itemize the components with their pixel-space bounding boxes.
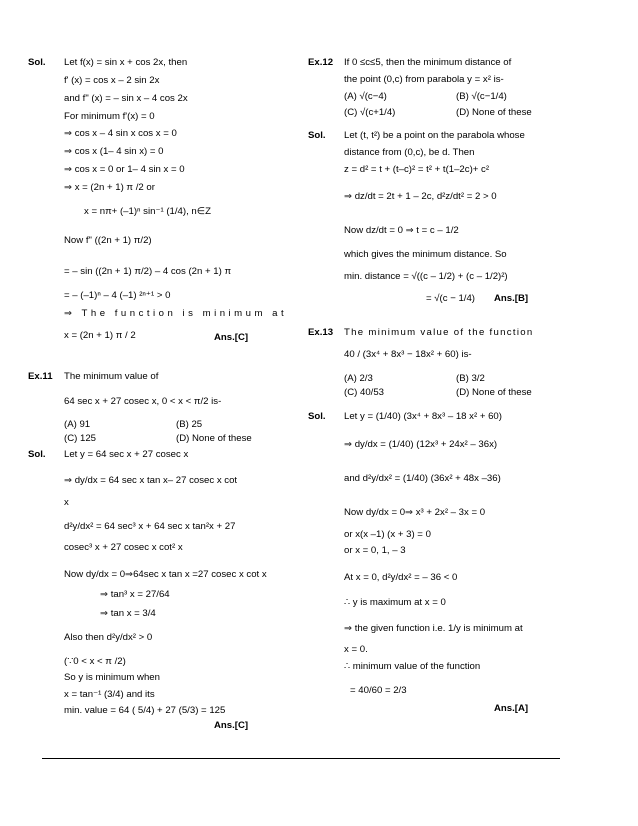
text-line: ⇒ dz/dt = 2t + 1 – 2c, d²z/dt² = 2 > 0	[344, 191, 497, 202]
question-text: 64 sec x + 27 cosec x, 0 < x < π/2 is-	[64, 396, 222, 407]
option-b: (B) √(c−1/4)	[456, 91, 507, 102]
sol-tag: Sol.	[28, 449, 46, 460]
text-line: f' (x) = cos x – 2 sin 2x	[64, 75, 160, 86]
text-line: x = nπ+ (–1)ⁿ sin⁻¹ (1/4), n∈Z	[84, 206, 211, 217]
text-line: = – sin ((2n + 1) π/2) – 4 cos (2n + 1) π	[64, 266, 232, 277]
text-line: ⇒ cos x (1– 4 sin x) = 0	[64, 146, 164, 157]
text-line: distance from (0,c), be d. Then	[344, 147, 475, 158]
option-d: (D) None of these	[456, 387, 532, 398]
text-line: which gives the minimum distance. So	[344, 249, 507, 260]
option-a: (A) √(c−4)	[344, 91, 387, 102]
example-tag: Ex.12	[308, 57, 334, 68]
question-text: the point (0,c) from parabola y = x² is-	[344, 74, 504, 85]
text-line: = – (–1)ⁿ – 4 (–1) ²ⁿ⁺¹ > 0	[64, 290, 171, 301]
example-tag: Ex.11	[28, 371, 53, 382]
example-tag: Ex.13	[308, 327, 334, 338]
text-line: x = (2n + 1) π / 2	[64, 330, 136, 341]
option-a: (A) 2/3	[344, 373, 373, 384]
sol-tag: Sol.	[28, 57, 46, 68]
option-d: (D) None of these	[456, 107, 532, 118]
text-line: min. value = 64 ( 5/4) + 27 (5/3) = 125	[64, 705, 226, 716]
text-line: ⇒ cos x = 0 or 1– 4 sin x = 0	[64, 164, 185, 175]
text-line: Now dy/dx = 0⇒ x³ + 2x² – 3x = 0	[344, 507, 486, 518]
option-a: (A) 91	[64, 419, 91, 430]
option-c: (C) √(c+1/4)	[344, 107, 396, 118]
text-line: Now f" ((2n + 1) π/2)	[64, 235, 152, 246]
text-line: Let f(x) = sin x + cos 2x, then	[64, 57, 188, 68]
text-line: Also then d²y/dx² > 0	[64, 632, 153, 643]
answer-label: Ans.[A]	[494, 703, 529, 714]
option-b: (B) 25	[176, 419, 203, 430]
text-line: For minimum f'(x) = 0	[64, 111, 155, 122]
text-line: ⇒ dy/dx = 64 sec x tan x– 27 cosec x cot	[64, 475, 238, 486]
text-line: ∴ y is maximum at x = 0	[344, 597, 446, 608]
text-line: ⇒ x = (2n + 1) π /2 or	[64, 182, 155, 193]
text-line: x = tan⁻¹ (3/4) and its	[64, 689, 155, 700]
text-line: Let (t, t²) be a point on the parabola whose	[344, 130, 525, 141]
text-line: = 40/60 = 2/3	[350, 685, 407, 696]
text-line: or x(x –1) (x + 3) = 0	[344, 529, 431, 540]
text-line: Now dz/dt = 0 ⇒ t = c – 1/2	[344, 225, 459, 236]
text-line: ⇒ the given function i.e. 1/y is minimum at	[344, 623, 523, 634]
text-line: At x = 0, d²y/dx² = – 36 < 0	[344, 572, 458, 583]
option-c: (C) 125	[64, 433, 96, 444]
text-line: ⇒ The function is minimum at	[64, 308, 288, 319]
answer-label: Ans.[C]	[214, 720, 249, 731]
option-b: (B) 3/2	[456, 373, 485, 384]
text-line: x = 0.	[344, 644, 368, 655]
text-line: ⇒ dy/dx = (1/40) (12x³ + 24x² – 36x)	[344, 439, 498, 450]
text-line: cosec³ x + 27 cosec x cot² x	[64, 542, 183, 553]
sol-tag: Sol.	[308, 411, 326, 422]
question-text: The minimum value of	[64, 371, 159, 382]
text-line: d²y/dx² = 64 sec³ x + 64 sec x tan²x + 27	[64, 521, 236, 532]
text-line: Now dy/dx = 0⇒64sec x tan x =27 cosec x cot x	[64, 569, 267, 580]
answer-label: Ans.[B]	[494, 293, 529, 304]
text-line: x	[64, 497, 69, 508]
text-line: and f" (x) = – sin x – 4 cos 2x	[64, 93, 188, 104]
option-c: (C) 40/53	[344, 387, 384, 398]
text-line: ⇒ cos x – 4 sin x cos x = 0	[64, 128, 177, 139]
text-line: ∴ minimum value of the function	[344, 661, 481, 672]
text-line: z = d² = t + (t–c)² = t² + t(1–2c)+ c²	[344, 164, 490, 175]
text-line: and d²y/dx² = (1/40) (36x² + 48x –36)	[344, 473, 501, 484]
footer-rule	[42, 758, 560, 759]
text-line: (∵0 < x < π /2)	[64, 656, 126, 667]
question-text: The minimum value of the function	[344, 327, 534, 338]
sol-tag: Sol.	[308, 130, 326, 141]
text-line: Let y = (1/40) (3x⁴ + 8x³ – 18 x² + 60)	[344, 411, 502, 422]
text-line: ⇒ tan x = 3/4	[100, 608, 156, 619]
answer-label: Ans.[C]	[214, 332, 249, 343]
question-text: 40 / (3x⁴ + 8x³ − 18x² + 60) is-	[344, 349, 472, 360]
text-line: ⇒ tan³ x = 27/64	[100, 589, 170, 600]
text-line: Let y = 64 sec x + 27 cosec x	[64, 449, 189, 460]
text-line: So y is minimum when	[64, 672, 160, 683]
question-text: If 0 ≤c≤5, then the minimum distance of	[344, 57, 512, 68]
text-line: or x = 0, 1, – 3	[344, 545, 406, 556]
option-d: (D) None of these	[176, 433, 252, 444]
text-line: = √(c − 1/4)	[426, 293, 475, 304]
text-line: min. distance = √((c – 1/2) + (c – 1/2)²)	[344, 271, 508, 282]
